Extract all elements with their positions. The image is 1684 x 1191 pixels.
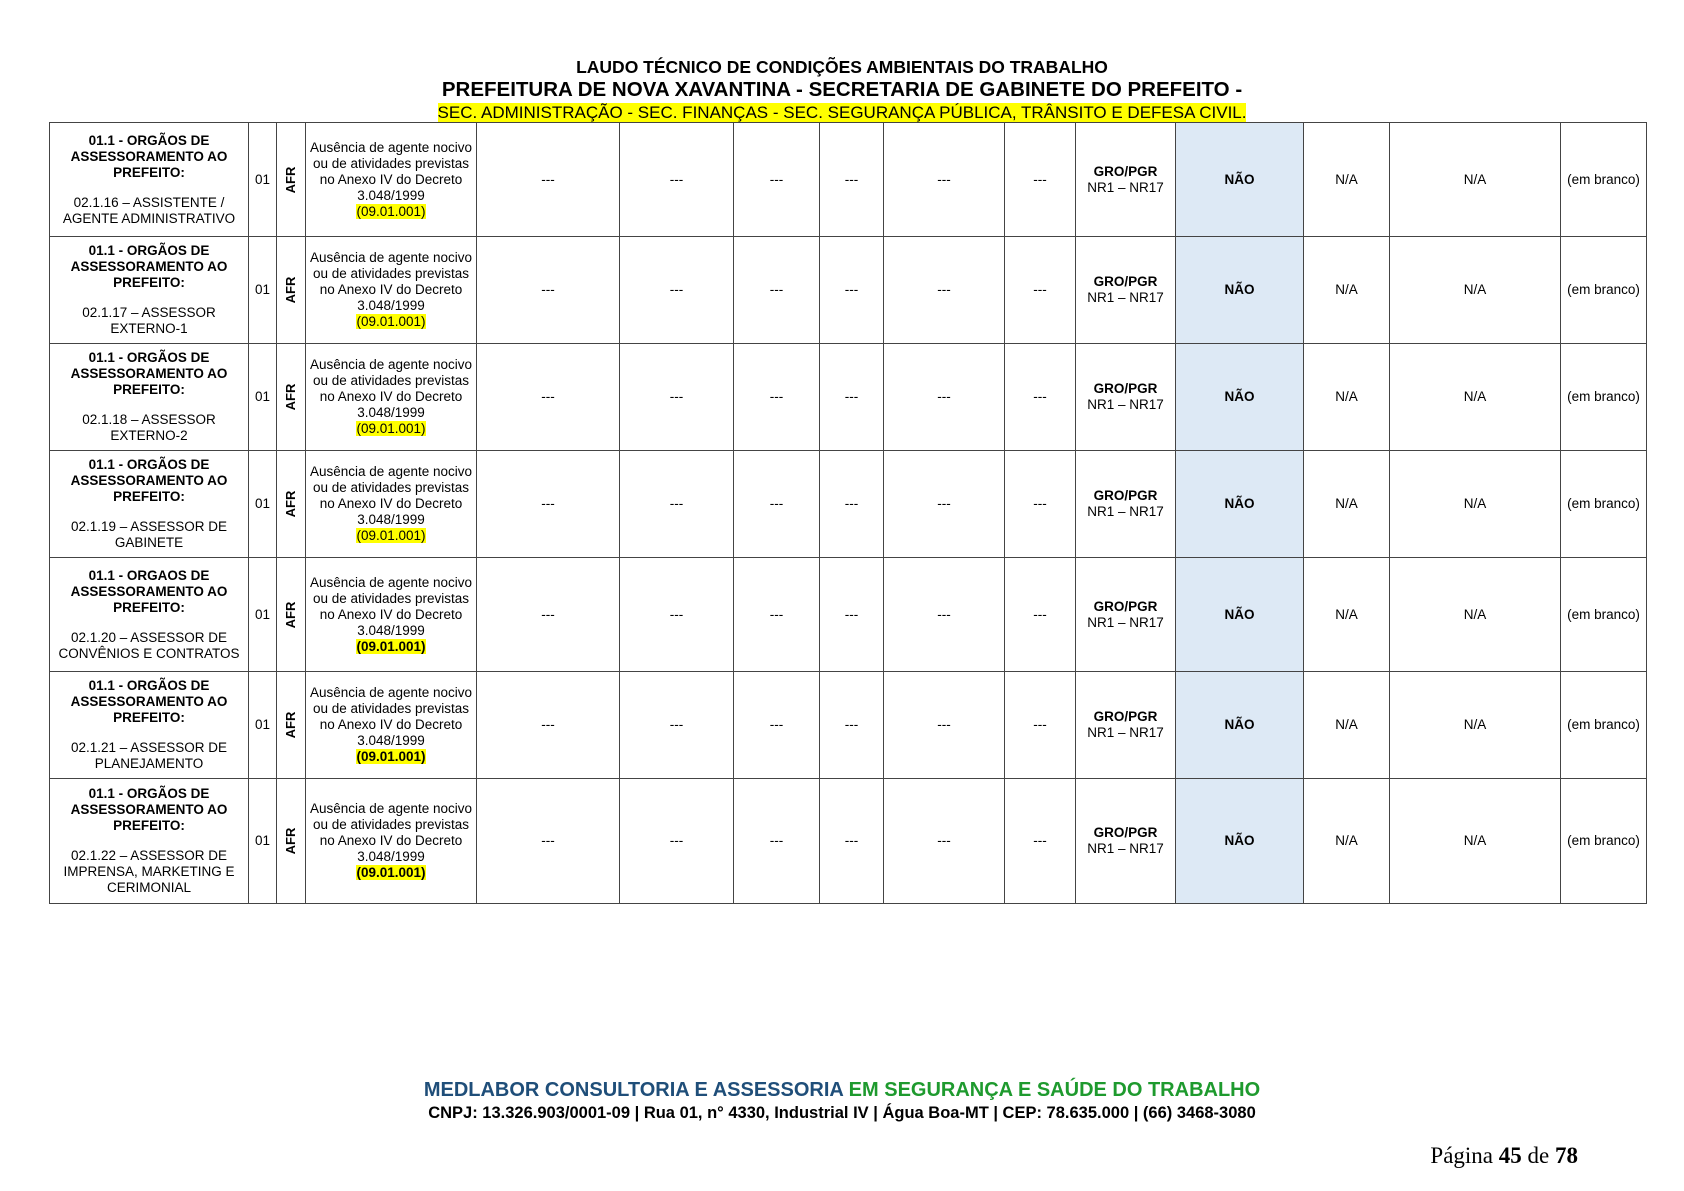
sector-role: 02.1.17 – ASSESSOR EXTERNO-1 (82, 305, 216, 336)
dash-cell: --- (820, 237, 884, 344)
dash-cell: --- (820, 344, 884, 451)
table-row (50, 451, 1647, 558)
program-cell (1076, 558, 1176, 672)
dash-cell: --- (734, 451, 820, 558)
sector-role: 02.1.20 – ASSESSOR DE CONVÊNIOS E CONTRATOS (58, 629, 240, 661)
nao-cell: NÃO (1176, 779, 1304, 904)
quantity-cell: 01 (249, 558, 277, 672)
footer-company-name: MEDLABOR CONSULTORIA E ASSESSORIA (423, 1079, 844, 1101)
dash-cell: --- (734, 123, 820, 237)
sector-role: 02.1.21 – ASSESSOR DE PLANEJAMENTO (70, 740, 228, 771)
program-norms: NR1 – NR17 (1087, 614, 1164, 630)
footer-contact: CNPJ: 13.326.903/0001-09 | Rua 01, n° 4330, Industrial IV | Água Boa-MT | CEP: 78.635.000 | (66) 3468-3080 (428, 1104, 1256, 1122)
risk-table (49, 122, 1647, 904)
program-name: GRO/PGR (1093, 709, 1158, 724)
agent-description: Ausência de agente nocivo ou de atividades previstas no Anexo IV do Decreto 3.048/1999 (309, 139, 473, 203)
dash-cell: --- (1005, 672, 1076, 779)
dash-cell: --- (734, 558, 820, 672)
document-footer (0, 1078, 1684, 1124)
dash-cell: --- (620, 123, 734, 237)
table-row (50, 123, 1647, 237)
program-name: GRO/PGR (1093, 825, 1158, 840)
report-title: LAUDO TÉCNICO DE CONDIÇÕES AMBIENTAIS DO TRABALHO (576, 57, 1108, 77)
quantity-cell: 01 (249, 344, 277, 451)
sector-cell (50, 558, 249, 672)
sector-role: 02.1.22 – ASSESSOR DE IMPRENSA, MARKETING E CERIMONIAL (63, 848, 235, 895)
agent-description: Ausência de agente nocivo ou de atividades previstas no Anexo IV do Decreto 3.048/1999 (309, 801, 473, 864)
afr-cell (277, 558, 306, 672)
dash-cell: --- (477, 344, 620, 451)
dash-cell: --- (884, 451, 1005, 558)
na-cell: N/A (1304, 344, 1390, 451)
agent-description: Ausência de agente nocivo ou de atividades previstas no Anexo IV do Decreto 3.048/1999 (309, 357, 473, 420)
dash-cell: --- (734, 237, 820, 344)
nao-cell: NÃO (1176, 344, 1304, 451)
program-cell (1076, 237, 1176, 344)
sector-org: 01.1 - ORGÃOS DE ASSESSORAMENTO AO PREFEITO: (70, 786, 228, 833)
dash-cell: --- (477, 451, 620, 558)
sector-org: 01.1 - ORGÃOS DE ASSESSORAMENTO AO PREFEITO: (70, 678, 228, 725)
dash-cell: --- (820, 558, 884, 672)
dash-cell: --- (477, 558, 620, 672)
sector-cell (50, 344, 249, 451)
table-row (50, 558, 1647, 672)
dash-cell: --- (884, 123, 1005, 237)
program-norms: NR1 – NR17 (1087, 397, 1164, 412)
dash-cell: --- (820, 672, 884, 779)
agent-description-cell (306, 123, 477, 237)
dash-cell: --- (734, 779, 820, 904)
nao-cell: NÃO (1176, 558, 1304, 672)
program-name: GRO/PGR (1093, 274, 1158, 289)
program-name: GRO/PGR (1093, 381, 1158, 396)
sector-role: 02.1.18 – ASSESSOR EXTERNO-2 (82, 412, 216, 443)
program-norms: NR1 – NR17 (1087, 841, 1164, 856)
na-cell: N/A (1390, 451, 1561, 558)
program-norms: NR1 – NR17 (1087, 504, 1164, 519)
dash-cell: --- (1005, 779, 1076, 904)
blank-cell: (em branco) (1561, 451, 1647, 558)
afr-label: AFR (283, 490, 298, 518)
table-row (50, 237, 1647, 344)
dash-cell: --- (1005, 344, 1076, 451)
nao-cell: NÃO (1176, 237, 1304, 344)
program-name: GRO/PGR (1093, 488, 1158, 503)
blank-cell: (em branco) (1561, 672, 1647, 779)
dash-cell: --- (477, 123, 620, 237)
program-norms: NR1 – NR17 (1087, 290, 1164, 305)
sector-cell (50, 123, 249, 237)
sector-org: 01.1 - ORGÃOS DE ASSESSORAMENTO AO PREFEITO: (70, 132, 228, 180)
dash-cell: --- (477, 779, 620, 904)
na-cell: N/A (1304, 558, 1390, 672)
afr-label: AFR (283, 601, 298, 628)
afr-cell (277, 123, 306, 237)
agent-description: Ausência de agente nocivo ou de atividades previstas no Anexo IV do Decreto 3.048/1999 (309, 685, 473, 748)
agent-code: (09.01.001) (356, 421, 426, 436)
nao-cell: NÃO (1176, 123, 1304, 237)
dash-cell: --- (620, 451, 734, 558)
na-cell: N/A (1390, 123, 1561, 237)
na-cell: N/A (1304, 123, 1390, 237)
sector-cell (50, 237, 249, 344)
afr-label: AFR (283, 711, 298, 739)
quantity-cell: 01 (249, 672, 277, 779)
sector-org: 01.1 - ORGÃOS DE ASSESSORAMENTO AO PREFEITO: (70, 243, 228, 290)
dash-cell: --- (477, 672, 620, 779)
blank-cell: (em branco) (1561, 123, 1647, 237)
program-norms: NR1 – NR17 (1087, 179, 1164, 195)
nao-cell: NÃO (1176, 672, 1304, 779)
dash-cell: --- (820, 123, 884, 237)
afr-cell (277, 344, 306, 451)
na-cell: N/A (1390, 237, 1561, 344)
dash-cell: --- (734, 672, 820, 779)
program-cell (1076, 123, 1176, 237)
na-cell: N/A (1390, 779, 1561, 904)
dash-cell: --- (477, 237, 620, 344)
table-row (50, 344, 1647, 451)
agent-description-cell (306, 451, 477, 558)
blank-cell: (em branco) (1561, 779, 1647, 904)
agent-description-cell (306, 344, 477, 451)
quantity-cell: 01 (249, 123, 277, 237)
na-cell: N/A (1390, 558, 1561, 672)
dash-cell: --- (734, 344, 820, 451)
program-name: GRO/PGR (1093, 163, 1158, 179)
dash-cell: --- (620, 344, 734, 451)
dash-cell: --- (884, 558, 1005, 672)
agent-code: (09.01.001) (356, 528, 426, 543)
dash-cell: --- (620, 558, 734, 672)
sector-cell (50, 451, 249, 558)
na-cell: N/A (1304, 451, 1390, 558)
agent-description: Ausência de agente nocivo ou de atividades previstas no Anexo IV do Decreto 3.048/1999 (309, 574, 473, 638)
quantity-cell: 01 (249, 237, 277, 344)
dash-cell: --- (620, 779, 734, 904)
dash-cell: --- (1005, 451, 1076, 558)
agent-description-cell (306, 672, 477, 779)
table-row (50, 779, 1647, 904)
afr-label: AFR (283, 383, 298, 411)
afr-label: AFR (283, 827, 298, 855)
agent-description: Ausência de agente nocivo ou de atividades previstas no Anexo IV do Decreto 3.048/1999 (309, 250, 473, 313)
na-cell: N/A (1304, 779, 1390, 904)
program-cell (1076, 451, 1176, 558)
dash-cell: --- (820, 779, 884, 904)
dash-cell: --- (884, 779, 1005, 904)
afr-cell (277, 672, 306, 779)
afr-cell (277, 451, 306, 558)
dash-cell: --- (620, 237, 734, 344)
program-cell (1076, 672, 1176, 779)
afr-cell (277, 779, 306, 904)
document-header (0, 56, 1684, 123)
sector-role: 02.1.19 – ASSESSOR DE GABINETE (70, 519, 228, 550)
table-row (50, 672, 1647, 779)
sector-cell (50, 779, 249, 904)
program-norms: NR1 – NR17 (1087, 725, 1164, 740)
na-cell: N/A (1304, 237, 1390, 344)
report-subtitle: PREFEITURA DE NOVA XAVANTINA - SECRETARIA DE GABINETE DO PREFEITO - (441, 78, 1243, 101)
program-name: GRO/PGR (1093, 598, 1158, 614)
nao-cell: NÃO (1176, 451, 1304, 558)
dash-cell: --- (1005, 237, 1076, 344)
na-cell: N/A (1390, 344, 1561, 451)
blank-cell: (em branco) (1561, 344, 1647, 451)
dash-cell: --- (884, 344, 1005, 451)
agent-code: (09.01.001) (356, 749, 426, 764)
quantity-cell: 01 (249, 451, 277, 558)
dash-cell: --- (884, 237, 1005, 344)
agent-code: (09.01.001) (356, 865, 426, 880)
afr-cell (277, 237, 306, 344)
dash-cell: --- (884, 672, 1005, 779)
afr-label: AFR (283, 276, 298, 304)
page-number: Página 45 de 78 (1430, 1143, 1578, 1168)
quantity-cell: 01 (249, 779, 277, 904)
blank-cell: (em branco) (1561, 237, 1647, 344)
dash-cell: --- (620, 672, 734, 779)
blank-cell: (em branco) (1561, 558, 1647, 672)
agent-code: (09.01.001) (356, 314, 426, 329)
na-cell: N/A (1304, 672, 1390, 779)
agent-description: Ausência de agente nocivo ou de atividades previstas no Anexo IV do Decreto 3.048/1999 (309, 464, 473, 527)
sector-org: 01.1 - ORGAOS DE ASSESSORAMENTO AO PREFEITO: (70, 567, 228, 615)
agent-description-cell (306, 558, 477, 672)
dash-cell: --- (1005, 123, 1076, 237)
report-departments: SEC. ADMINISTRAÇÃO - SEC. FINANÇAS - SEC. SEGURANÇA PÚBLICA, TRÂNSITO E DEFESA CIVIL. (437, 103, 1247, 122)
program-cell (1076, 344, 1176, 451)
dash-cell: --- (820, 451, 884, 558)
agent-code: (09.01.001) (356, 203, 426, 219)
agent-description-cell (306, 779, 477, 904)
dash-cell: --- (1005, 558, 1076, 672)
agent-code: (09.01.001) (356, 638, 426, 654)
sector-role: 02.1.16 – ASSISTENTE / AGENTE ADMINISTRATIVO (62, 194, 236, 226)
sector-org: 01.1 - ORGÃOS DE ASSESSORAMENTO AO PREFEITO: (70, 457, 228, 504)
agent-description-cell (306, 237, 477, 344)
program-cell (1076, 779, 1176, 904)
sector-org: 01.1 - ORGÃOS DE ASSESSORAMENTO AO PREFEITO: (70, 350, 228, 397)
na-cell: N/A (1390, 672, 1561, 779)
sector-cell (50, 672, 249, 779)
footer-company-tagline: EM SEGURANÇA E SAÚDE DO TRABALHO (848, 1079, 1261, 1101)
afr-label: AFR (283, 166, 298, 193)
